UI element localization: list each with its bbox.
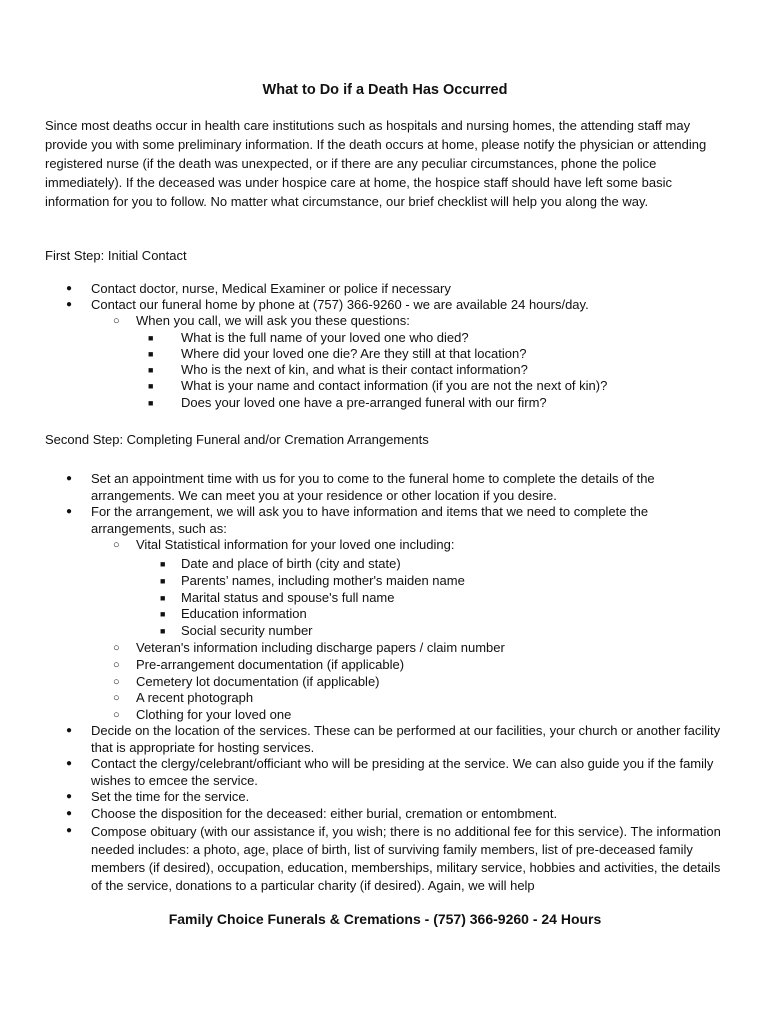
bullet-circle: ○ [113, 539, 120, 551]
step2-item: Set an appointment time with us for you to come to the funeral home to complete the details of the arrangements. We can meet you at your residence or other location if you desire. [91, 471, 655, 503]
step1-heading: First Step: Initial Contact [45, 248, 187, 263]
bullet-square: ■ [148, 333, 154, 343]
bullet-dot: ● [66, 825, 73, 836]
vital-item: Social security number [181, 623, 313, 638]
bullet-dot: ● [66, 283, 73, 294]
vital-item: Date and place of birth (city and state) [181, 556, 401, 571]
footer-contact: Family Choice Funerals & Cremations - (757) 366-9260 - 24 Hours [168, 911, 602, 927]
question-item: Where did your loved one die? Are they still at that location? [181, 346, 527, 361]
question-item: What is the full name of your loved one who died? [181, 330, 469, 345]
vital-intro: Vital Statistical information for your loved one including: [136, 537, 455, 552]
other-item: Cemetery lot documentation (if applicable) [136, 674, 380, 689]
other-item: A recent photograph [136, 690, 254, 705]
step2-heading: Second Step: Completing Funeral and/or Cremation Arrangements [45, 432, 429, 447]
bullet-square: ■ [160, 559, 166, 569]
bullet-square: ■ [148, 365, 154, 375]
bullet-dot: ● [66, 808, 73, 819]
bullet-dot: ● [66, 506, 73, 517]
step1-item: Contact our funeral home by phone at (757) 366-9260 - we are available 24 hours/day. [91, 297, 589, 312]
bullet-circle: ○ [113, 709, 120, 721]
step2-item: Set the time for the service. [91, 789, 250, 804]
bullet-dot: ● [66, 791, 73, 802]
bullet-dot: ● [66, 725, 73, 736]
bullet-square: ■ [160, 593, 166, 603]
other-item: Clothing for your loved one [136, 707, 292, 722]
step2-item: Decide on the location of the services. These can be performed at our facilities, your church or another facility that is appropriate for hosting services. [91, 723, 721, 755]
vital-item: Marital status and spouse's full name [181, 590, 395, 605]
step2-item: Contact the clergy/celebrant/officiant who will be presiding at the service. We can also guide you if the family wishes to emcee the service. [91, 756, 714, 788]
bullet-dot: ● [66, 299, 73, 310]
bullet-square: ■ [160, 609, 166, 619]
bullet-square: ■ [148, 381, 154, 391]
intro-paragraph: Since most deaths occur in health care institutions such as hospitals and nursing homes, the attending staff may provide you with some preliminary information. If the death occurs at home, please notify the physician or attending registered nurse (if the death was unexpected, or if there are any peculiar circumstances, phone the police immediately). If the deceased was under hospice care at home, the hospice staff should have left some basic information for you to follow. No matter what circumstance, our brief checklist will help you along the way. [45, 118, 707, 209]
bullet-circle: ○ [113, 676, 120, 688]
question-item: What is your name and contact information (if you are not the next of kin)? [181, 378, 608, 393]
bullet-square: ■ [148, 398, 154, 408]
question-item: Does your loved one have a pre-arranged funeral with our firm? [181, 395, 547, 410]
bullet-dot: ● [66, 758, 73, 769]
bullet-square: ■ [160, 576, 166, 586]
step2-item: Choose the disposition for the deceased: either burial, cremation or entombment. [91, 806, 558, 821]
step1-item: Contact doctor, nurse, Medical Examiner or police if necessary [91, 281, 451, 296]
step1-sub-intro: When you call, we will ask you these questions: [136, 313, 410, 328]
bullet-circle: ○ [113, 692, 120, 704]
step2-item: Compose obituary (with our assistance if, you wish; there is no additional fee for this service). The information needed includes: a photo, age, place of birth, list of surviving family members, list of pre-deceased family members (if desired), occupation, education, memberships, military service, hobbies and activities, the details of the service, donations to a particular charity (if desired). Again, we will help [91, 824, 721, 893]
other-item: Veteran's information including discharge papers / claim number [136, 640, 505, 655]
bullet-circle: ○ [113, 315, 120, 327]
vital-item: Parents’ names, including mother's maiden name [181, 573, 465, 588]
vital-item: Education information [181, 606, 307, 621]
step2-item: For the arrangement, we will ask you to have information and items that we need to complete the arrangements, such as: [91, 504, 649, 536]
question-item: Who is the next of kin, and what is their contact information? [181, 362, 528, 377]
other-item: Pre-arrangement documentation (if applicable) [136, 657, 405, 672]
page-title: What to Do if a Death Has Occurred [262, 82, 508, 98]
bullet-square: ■ [148, 349, 154, 359]
bullet-circle: ○ [113, 659, 120, 671]
bullet-dot: ● [66, 473, 73, 484]
bullet-square: ■ [160, 626, 166, 636]
bullet-circle: ○ [113, 642, 120, 654]
